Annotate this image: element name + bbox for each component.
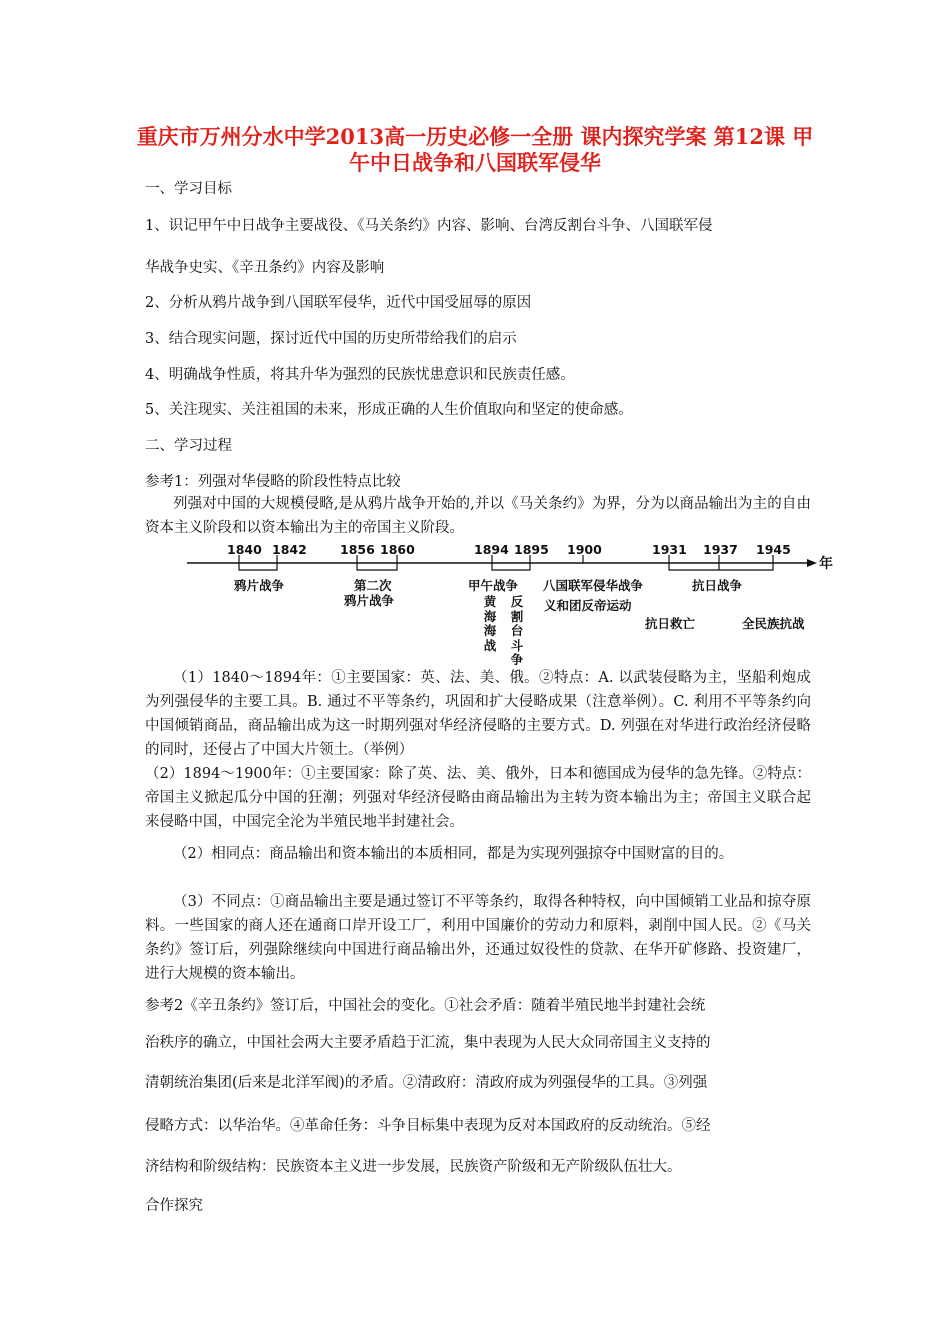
- sub-event-vertical: 反割台斗争: [510, 594, 524, 667]
- goal-line: 4、明确战争性质，将其升华为强烈的民族忧患意识和民族责任感。: [145, 367, 575, 383]
- event-label: 八国联军侵华战争: [543, 578, 644, 593]
- goal-line: 华战争史实、《辛丑条约》内容及影响: [145, 260, 385, 276]
- goal-line: 3、结合现实问题，探讨近代中国的历史所带给我们的启示: [145, 331, 517, 347]
- year-label: 1931: [652, 542, 687, 557]
- event-label: 鸦片战争: [234, 578, 285, 593]
- event-label: 第二次: [354, 578, 392, 593]
- paragraph: （2）1894～1900年：①主要国家：除了英、法、美、俄外，日本和德国成为侵华的急先锋。②特点：帝国主义掀起瓜分中国的狂潮；列强对华经济侵略由商品输出为主转为资本输出为主；帝国主义联合起来侵略中国，中国完全沦为半殖民地半封建社会。: [145, 766, 811, 830]
- year-label: 1840: [227, 542, 262, 557]
- sub-event-label: 抗日救亡: [645, 616, 696, 631]
- event-label: 抗日战争: [692, 578, 743, 593]
- year-label: 1894: [474, 542, 509, 557]
- ref2-line: 侵略方式：以华治华。④革命任务：斗争目标集中表现为反对本国政府的反动统治。⑤经: [145, 1118, 711, 1134]
- ref1-intro: 列强对中国的大规模侵略,是从鸦片战争开始的,并以《马关条约》为界，分为以商品输出为主的自由资本主义阶段和以资本输出为主的帝国主义阶段。: [145, 496, 811, 536]
- goal-line: 5、关注现实、关注祖国的未来，形成正确的人生价值取向和坚定的使命感。: [145, 402, 633, 418]
- event-label: 鸦片战争: [344, 593, 395, 608]
- ref2-line: 济结构和阶级结构：民族资本主义进一步发展，民族资产阶级和无产阶级队伍壮大。: [145, 1159, 682, 1175]
- page-title: 重庆市万州分水中学2013高一历史必修一全册 课内探究学案 第12课 甲午中日战争和八国联军侵华: [136, 124, 814, 175]
- sub-event-vertical: 黄海海战: [483, 594, 497, 653]
- year-label: 1895: [514, 542, 549, 557]
- sub-event-label: 全民族抗战: [742, 616, 805, 631]
- year-label: 1900: [567, 542, 602, 557]
- paragraph: （1）1840～1894年：①主要国家：英、法、美、俄。②特点：A. 以武装侵略为主，坚船利炮成为列强侵华的主要工具。B. 通过不平等条约，巩固和扩大侵略成果（注意举例）。C. 利用不平等条约向中国倾销商品，商品输出成为这一时期列强对华经济侵略的主要方式。D. 列强在对华进行政治经济侵略的同时，还侵占了中国大片领土。（举例）: [145, 670, 811, 758]
- ref1-title: 参考1：列强对华侵略的阶段性特点比较: [145, 474, 401, 490]
- axis-unit: 年: [819, 556, 833, 572]
- ref2-line: 参考2《辛丑条约》签订后，中国社会的变化。①社会矛盾：随着半殖民地半封建社会统: [145, 998, 706, 1014]
- paragraph: （3）不同点：①商品输出主要是通过签订不平等条约，取得各种特权，向中国倾销工业品和掠夺原料。一些国家的商人还在通商口岸开设工厂，利用中国廉价的劳动力和原料，剥削中国人民。②《马关条约》签订后，列强除继续向中国进行商品输出外，还通过奴役性的贷款、在华开矿修路、投资建厂，进行大规模的资本输出。: [145, 894, 811, 982]
- sub-event-label: 义和团反帝运动: [544, 598, 632, 613]
- year-label: 1937: [703, 542, 738, 557]
- ref2-line: 治秩序的确立，中国社会两大主要矛盾趋于汇流，集中表现为人民大众同帝国主义支持的: [145, 1035, 711, 1051]
- process-heading: 二、学习过程: [145, 438, 232, 454]
- goal-line: 1、识记甲午中日战争主要战役、《马关条约》内容、影响、台湾反割台斗争、八国联军侵: [145, 218, 713, 234]
- goals-heading: 一、学习目标: [145, 181, 232, 197]
- goal-line: 2、分析从鸦片战争到八国联军侵华，近代中国受屈辱的原因: [145, 295, 532, 311]
- year-label: 1945: [756, 542, 791, 557]
- timeline-diagram: [182, 536, 842, 667]
- section-heading: 合作探究: [145, 1198, 203, 1214]
- year-label: 1860: [380, 542, 415, 557]
- year-label: 1856: [340, 542, 375, 557]
- ref2-line: 清朝统治集团(后来是北洋军阀)的矛盾。②清政府：清政府成为列强侵华的工具。③列强: [145, 1075, 708, 1091]
- year-label: 1842: [272, 542, 307, 557]
- event-label: 甲午战争: [468, 578, 519, 593]
- paragraph: （2）相同点：商品输出和资本输出的本质相同，都是为实现列强掠夺中国财富的目的。: [173, 846, 734, 862]
